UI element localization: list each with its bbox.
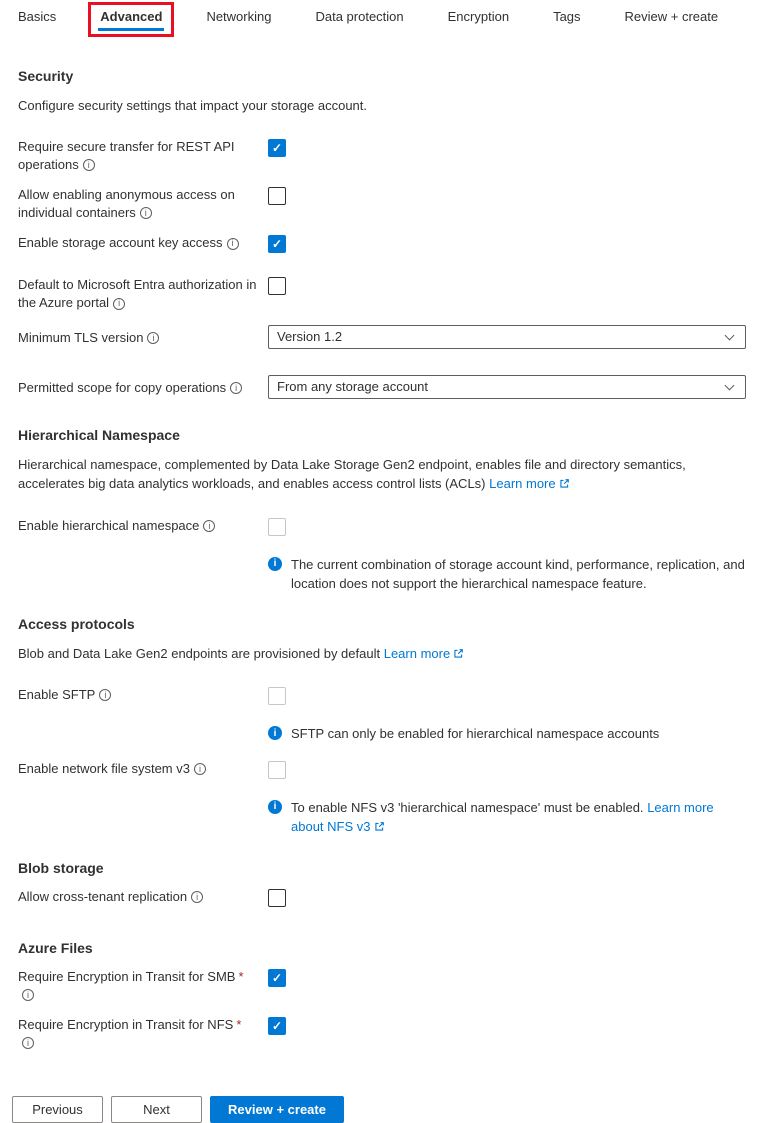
checkmark-icon: ✓ — [271, 140, 283, 155]
field-label-text: Allow cross-tenant replication — [18, 888, 188, 904]
external-link-icon — [374, 818, 385, 838]
smb-encryption-checkbox[interactable] — [268, 969, 286, 987]
checkmark-icon: ✓ — [271, 1019, 283, 1033]
tab-encryption[interactable] — [448, 9, 509, 36]
field-label — [18, 517, 268, 535]
field-label — [18, 1016, 268, 1052]
tab-label: Review + create — [624, 9, 719, 24]
dropdown-selected-value: From any storage account — [277, 379, 429, 395]
security-section-title: Security — [18, 68, 74, 84]
field-label-text: Enable SFTP — [18, 687, 96, 703]
field-label-text: Enable storage account key access — [18, 235, 223, 251]
tab-advanced[interactable] — [100, 9, 162, 36]
next-button[interactable]: Next — [111, 1096, 202, 1123]
info-filled-icon: i — [268, 557, 282, 571]
review-create-button[interactable]: Review + create — [210, 1096, 344, 1123]
info-icon[interactable]: i — [191, 891, 203, 903]
info-icon[interactable]: i — [113, 298, 125, 310]
description-text: Blob and Data Lake Gen2 endpoints are provisioned by default — [18, 645, 381, 661]
chevron-down-icon — [725, 330, 735, 340]
info-message-prefix: To enable NFS v3 'hierarchical namespace' must be enabled. — [291, 799, 644, 815]
dropdown-selected-value: Version 1.2 — [277, 329, 343, 345]
tab-label: Tags — [553, 9, 581, 24]
chevron-down-icon — [725, 380, 735, 390]
form-row — [18, 375, 748, 405]
form-row — [18, 276, 748, 312]
form-row — [18, 686, 748, 716]
checkmark-icon: ✓ — [271, 237, 283, 252]
required-asterisk: * — [238, 968, 244, 984]
field-label-text: Permitted scope for copy operations — [18, 379, 227, 395]
required-asterisk: * — [236, 1017, 242, 1032]
info-icon[interactable]: i — [230, 382, 242, 394]
tab-tags[interactable] — [553, 9, 580, 36]
info-icon[interactable]: i — [203, 520, 215, 532]
form-row — [18, 968, 748, 1004]
hierarchical-section-description — [18, 455, 748, 495]
field-label — [18, 276, 268, 312]
external-link-icon — [453, 645, 464, 665]
info-message-text: SFTP can only be enabled for hierarchical namespace accounts — [291, 726, 660, 742]
field-label-text: Require secure transfer for REST API operations — [18, 138, 235, 172]
permitted-copy-scope-dropdown[interactable] — [268, 375, 746, 399]
field-label — [18, 888, 268, 906]
cross-tenant-replication-checkbox[interactable] — [268, 889, 286, 907]
tab-label: Data protection — [315, 9, 404, 24]
field-label-text: Minimum TLS version — [18, 329, 144, 345]
tab-basics[interactable] — [18, 9, 56, 36]
sftp-info-message — [268, 724, 746, 744]
form-row — [18, 760, 748, 790]
access-section-description — [18, 644, 748, 665]
external-link-icon — [559, 475, 570, 495]
hierarchical-info-message — [268, 555, 746, 594]
info-icon[interactable]: i — [22, 989, 34, 1001]
tab-label: Networking — [206, 9, 272, 24]
info-icon[interactable]: i — [99, 689, 111, 701]
tab-bar — [18, 0, 748, 44]
field-label-text: Enable hierarchical namespace — [18, 517, 200, 533]
field-label — [18, 375, 268, 397]
minimum-tls-version-dropdown[interactable] — [268, 325, 746, 349]
info-message-text — [291, 798, 746, 838]
field-label-text: Require Encryption in Transit for NFS — [18, 1017, 234, 1032]
info-icon[interactable]: i — [83, 159, 95, 171]
tab-data-protection[interactable] — [315, 9, 403, 36]
description-text: Hierarchical namespace, complemented by Data Lake Storage Gen2 endpoint, enables file and directory semantics, accelerates big data analytics workloads, and enables access control lists (ACLs) — [18, 456, 686, 492]
previous-button[interactable]: Previous — [12, 1096, 103, 1123]
tab-networking[interactable] — [206, 9, 271, 36]
info-icon[interactable]: i — [140, 207, 152, 219]
checkmark-icon: ✓ — [271, 970, 283, 985]
form-row — [18, 1016, 748, 1052]
field-label — [18, 234, 268, 252]
field-label-text: Enable network file system v3 — [18, 760, 190, 776]
nfs-encryption-checkbox[interactable] — [268, 1017, 286, 1035]
info-filled-icon: i — [268, 726, 282, 740]
storage-account-key-access-checkbox[interactable] — [268, 235, 286, 253]
form-row — [18, 325, 748, 355]
field-label — [18, 760, 268, 778]
form-row — [18, 888, 748, 918]
nfs-learn-more-link[interactable]: Learn more about NFS v3 — [291, 799, 714, 835]
tab-label: Basics — [18, 9, 57, 24]
security-section-description: Configure security settings that impact your storage account. — [18, 98, 368, 113]
info-icon[interactable]: i — [147, 332, 159, 344]
form-row — [18, 186, 748, 222]
access-section-title: Access protocols — [18, 615, 135, 632]
info-filled-icon: i — [268, 800, 282, 814]
field-label — [18, 325, 268, 347]
tab-review-create[interactable] — [625, 9, 719, 36]
info-icon[interactable]: i — [227, 238, 239, 250]
anonymous-access-checkbox[interactable] — [268, 187, 286, 205]
info-icon[interactable]: i — [194, 763, 206, 775]
access-learn-more-link[interactable]: Learn more — [383, 645, 451, 661]
field-label — [18, 186, 268, 222]
entra-authorization-checkbox[interactable] — [268, 277, 286, 295]
footer-actions — [12, 1096, 748, 1123]
hierarchical-learn-more-link[interactable]: Learn more — [489, 476, 556, 492]
azure-files-section-title: Azure Files — [18, 939, 93, 956]
tab-label: Encryption — [447, 9, 510, 24]
field-label — [18, 138, 268, 174]
tab-label: Advanced — [100, 9, 163, 24]
field-label-text: Default to Microsoft Entra authorization in the Azure portal — [18, 277, 257, 311]
require-secure-transfer-checkbox[interactable] — [268, 139, 286, 157]
field-label — [18, 968, 268, 1004]
hierarchical-section-title: Hierarchical Namespace — [18, 426, 180, 443]
hierarchical-namespace-checkbox — [268, 518, 286, 536]
info-message-text: The current combination of storage account kind, performance, replication, and location does not support the hierarchical namespace feature. — [291, 556, 745, 592]
field-label — [18, 686, 268, 704]
nfs-v3-checkbox — [268, 761, 286, 779]
form-row — [18, 138, 748, 174]
info-icon[interactable]: i — [22, 1037, 34, 1049]
blob-section-title: Blob storage — [18, 859, 104, 876]
field-label-text: Allow enabling anonymous access on individual containers — [18, 186, 235, 221]
nfs-info-message — [268, 798, 746, 838]
sftp-checkbox — [268, 687, 286, 705]
field-label-text: Require Encryption in Transit for SMB — [18, 968, 236, 984]
form-row — [18, 234, 748, 264]
form-row — [18, 517, 748, 547]
